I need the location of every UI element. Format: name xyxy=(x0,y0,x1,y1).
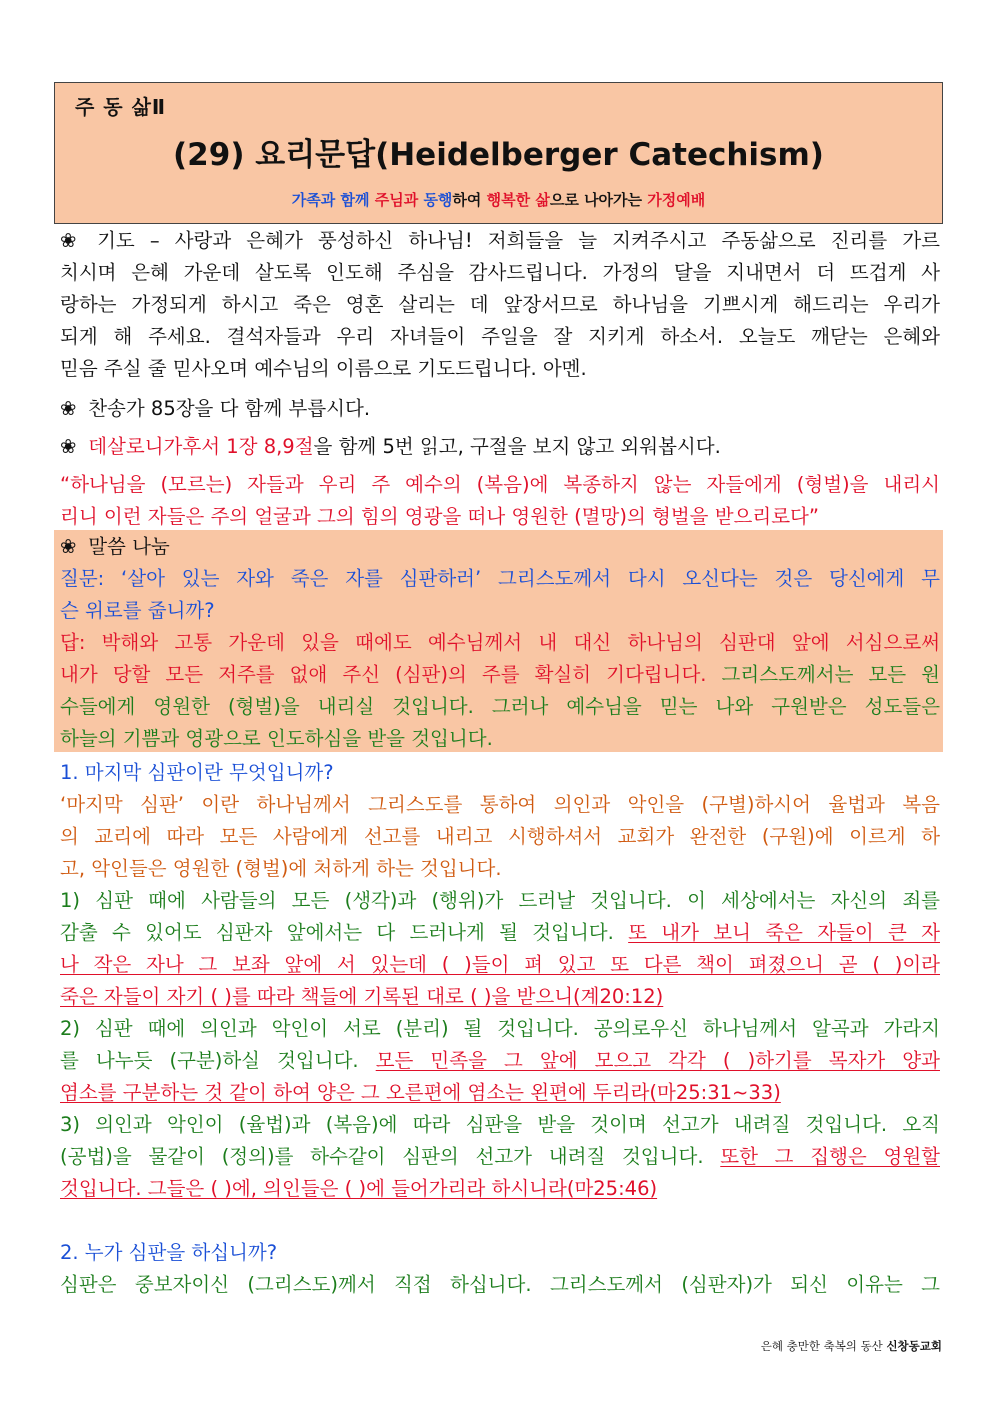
intro-line: 의 교리에 따라 모든 사람에게 선고를 내리고 시행하셔서 교회가 완전한 (구원)에 이르게 하 xyxy=(60,825,940,848)
sharing-heading xyxy=(60,532,940,562)
answer-line: 하늘의 기쁨과 영광으로 인도하심을 받을 것입니다. xyxy=(60,727,493,750)
prayer-line: 되게 해 주세요. 결석자들과 우리 자녀들이 주일을 잘 지키게 하소서. 오늘도 깨닫는 은혜와 xyxy=(60,325,940,348)
section-heading: 2. 누가 심판을 하십니까? xyxy=(60,1241,278,1264)
point-line xyxy=(60,1046,940,1076)
subtitle-word: 가족과 xyxy=(291,191,336,209)
point-line xyxy=(60,1142,940,1172)
subtitle-word: 가정예배 xyxy=(647,191,706,209)
prayer-line: 치시며 은혜 가운데 살도록 인도해 주심을 감사드립니다. 가정의 달을 지내면서 더 뜨겁게 사 xyxy=(60,261,940,284)
subtitle-word: 삶 xyxy=(535,191,550,209)
answer-line: 답: 박해와 고통 가운데 있을 때에도 예수님께서 내 대신 하나님의 심판대 앞에 서심으로써 xyxy=(60,631,940,654)
church-name: 신창동교회 xyxy=(886,1339,942,1353)
prayer-text: 기도 – 사랑과 은혜가 풍성하신 하나님! 저희들을 늘 지켜주시고 주동삶으로 진리를 가르 xyxy=(82,229,940,252)
section2-line: 심판은 중보자이신 (그리스도)께서 직접 하십니다. 그리스도께서 (심판자)가 되신 이유는 그 xyxy=(60,1273,940,1296)
hymn-text: 찬송가 85장을 다 함께 부릅시다. xyxy=(82,397,371,420)
intro-line: 고, 악인들은 영원한 (형벌)에 처하게 하는 것입니다. xyxy=(60,857,502,880)
footer-text: 은혜 충만한 축복의 동산 xyxy=(760,1339,887,1353)
verse-line: 염소를 구분하는 것 같이 하여 양은 그 오른편에 염소는 왼편에 두리라(마25:31~33) xyxy=(60,1081,781,1104)
subtitle-word: 나아가는 xyxy=(578,191,648,209)
point-line: 1) 심판 때에 사람들의 모든 (생각)과 (행위)가 드러날 것입니다. 이 세상에서는 자신의 죄를 xyxy=(60,889,940,912)
title-box xyxy=(54,82,943,224)
flower-icon: ❀ xyxy=(60,229,77,252)
prayer-line xyxy=(60,226,940,256)
point-text: (공법)을 물같이 (정의)를 하수같이 심판의 선고가 내려질 것입니다. xyxy=(60,1145,721,1168)
verse-line: 나 작은 자나 그 보좌 앞에 서 있는데 ( )들이 펴 있고 또 다른 책이 펴졌으니 곧 ( )이라 xyxy=(60,953,940,976)
subtitle xyxy=(55,189,942,210)
subtitle-word: 으로 xyxy=(549,191,579,209)
answer-line xyxy=(60,660,940,690)
prayer-line: 랑하는 가정되게 하시고 죽은 영혼 살리는 데 앞장서므로 하나님을 기쁘시게 해드리는 우리가 xyxy=(60,293,940,316)
prayer-line: 믿음 주실 줄 믿사오며 예수님의 이름으로 기도드립니다. 아멘. xyxy=(60,357,587,380)
subtitle-word: 주님과 xyxy=(374,191,419,209)
answer-red-text: 내가 당할 모든 저주를 없애 주신 (심판)의 주를 확실히 기다립니다. xyxy=(60,663,722,686)
verse-line: 죽은 자들이 자기 ( )를 따라 책들에 기록된 대로 ( )을 받으니(계20:12) xyxy=(60,985,664,1008)
sharing-heading-text: 말씀 나눔 xyxy=(82,535,170,558)
subtitle-word: 행복한 xyxy=(486,191,531,209)
scripture-line xyxy=(60,432,940,462)
section-heading: 1. 마지막 심판이란 무엇입니까? xyxy=(60,761,334,784)
point-line: 2) 심판 때에 의인과 악인이 서로 (분리) 될 것입니다. 공의로우신 하나님께서 알곡과 가라지 xyxy=(60,1017,940,1040)
flower-icon: ❀ xyxy=(60,397,77,420)
answer-green-text: 그리스도께서는 모든 원 xyxy=(721,663,940,686)
verse-text: 또한 그 집행은 영원할 xyxy=(720,1145,940,1168)
scripture-instruction: 을 함께 5번 읽고, 구절을 보지 않고 외워봅시다. xyxy=(313,435,721,458)
page-title: (29) 요리문답(Heidelberger Catechism) xyxy=(173,137,824,173)
hymn-line xyxy=(60,394,940,424)
verse-line: 리니 이런 자들은 주의 얼굴과 그의 힘의 영광을 떠나 영원한 (멸망)의 형벌을 받으리로다” xyxy=(60,505,819,528)
series-label: 주 동 삶Ⅱ xyxy=(75,95,167,119)
footer xyxy=(761,1338,942,1354)
subtitle-word: 동행 xyxy=(423,191,453,209)
point-text: 를 나누듯 (구분)하실 것입니다. xyxy=(60,1049,376,1072)
question-line: 슨 위로를 줍니까? xyxy=(60,599,215,622)
verse-text: 또 내가 보니 죽은 자들이 큰 자 xyxy=(628,921,940,944)
question-line: 질문: ‘살아 있는 자와 죽은 자를 심판하러’ 그리스도께서 다시 오신다는 것은 당신에게 무 xyxy=(60,567,940,590)
point-line xyxy=(60,918,940,948)
intro-line: ‘마지막 심판’ 이란 하나님께서 그리스도를 통하여 의인과 악인을 (구별)하시어 율법과 복음 xyxy=(60,793,940,816)
point-line: 3) 의인과 악인이 (율법)과 (복음)에 따라 심판을 받을 것이며 선고가 내려질 것입니다. 오직 xyxy=(60,1113,940,1136)
point-text: 감출 수 있어도 심판자 앞에서는 다 드러나게 될 것입니다. xyxy=(60,921,629,944)
verse-line: 것입니다. 그들은 ( )에, 의인들은 ( )에 들어가리라 하시니라(마25:46) xyxy=(60,1177,658,1200)
flower-icon: ❀ xyxy=(60,535,77,558)
answer-line: 수들에게 영원한 (형벌)을 내리실 것입니다. 그러나 예수님을 믿는 나와 구원받은 성도들은 xyxy=(60,695,940,718)
scripture-ref: 데살로니가후서 1장 8,9절 xyxy=(82,435,314,458)
verse-text: 모든 민족을 그 앞에 모으고 각각 ( )하기를 목자가 양과 xyxy=(375,1049,940,1072)
verse-line: “하나님을 (모르는) 자들과 우리 주 예수의 (복음)에 복종하지 않는 자들에게 (형벌)을 내리시 xyxy=(60,473,940,496)
flower-icon: ❀ xyxy=(60,435,77,458)
subtitle-word: 함께 xyxy=(340,191,370,209)
subtitle-word: 하여 xyxy=(452,191,482,209)
